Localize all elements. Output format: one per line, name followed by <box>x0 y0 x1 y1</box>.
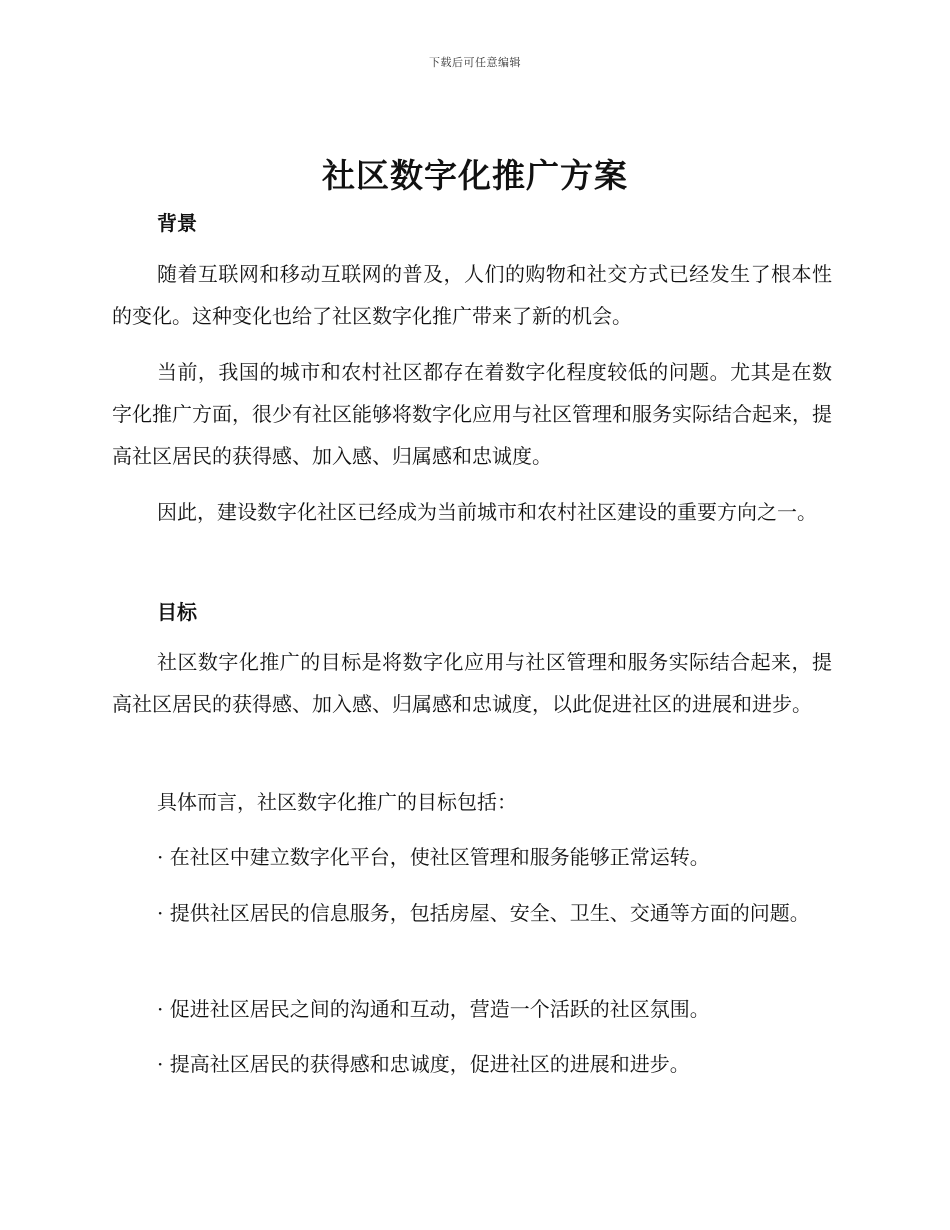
header-note: 下载后可任意编辑 <box>429 56 521 69</box>
paragraph-goals-1: 社区数字化推广的目标是将数字化应用与社区管理和服务实际结合起来，提高社区居民的获得感、加入感、归属感和忠诚度，以此促进社区的进展和进步。 <box>112 650 832 716</box>
list-item: · 在社区中建立数字化平台，使社区管理和服务能够正常运转。 <box>157 845 710 869</box>
paragraph-goals-2: 具体而言，社区数字化推广的目标包括： <box>157 790 517 814</box>
section-heading-background: 背景 <box>157 211 197 235</box>
paragraph-background-2: 当前，我国的城市和农村社区都存在着数字化程度较低的问题。尤其是在数字化推广方面，很少有社区能够将数字化应用与社区管理和服务实际结合起来，提高社区居民的获得感、加入感、归属感和忠诚度。 <box>112 360 832 468</box>
section-heading-goals: 目标 <box>157 600 197 624</box>
paragraph-background-1: 随着互联网和移动互联网的普及，人们的购物和社交方式已经发生了根本性的变化。这种变化也给了社区数字化推广带来了新的机会。 <box>112 262 832 328</box>
list-item: · 提供社区居民的信息服务，包括房屋、安全、卫生、交通等方面的问题。 <box>157 901 810 925</box>
paragraph-background-3: 因此，建设数字化社区已经成为当前城市和农村社区建设的重要方向之一。 <box>157 500 817 524</box>
list-item: · 促进社区居民之间的沟通和互动，营造一个活跃的社区氛围。 <box>157 997 710 1021</box>
document-title: 社区数字化推广方案 <box>322 156 628 195</box>
list-item: · 提高社区居民的获得感和忠诚度，促进社区的进展和进步。 <box>157 1052 690 1076</box>
